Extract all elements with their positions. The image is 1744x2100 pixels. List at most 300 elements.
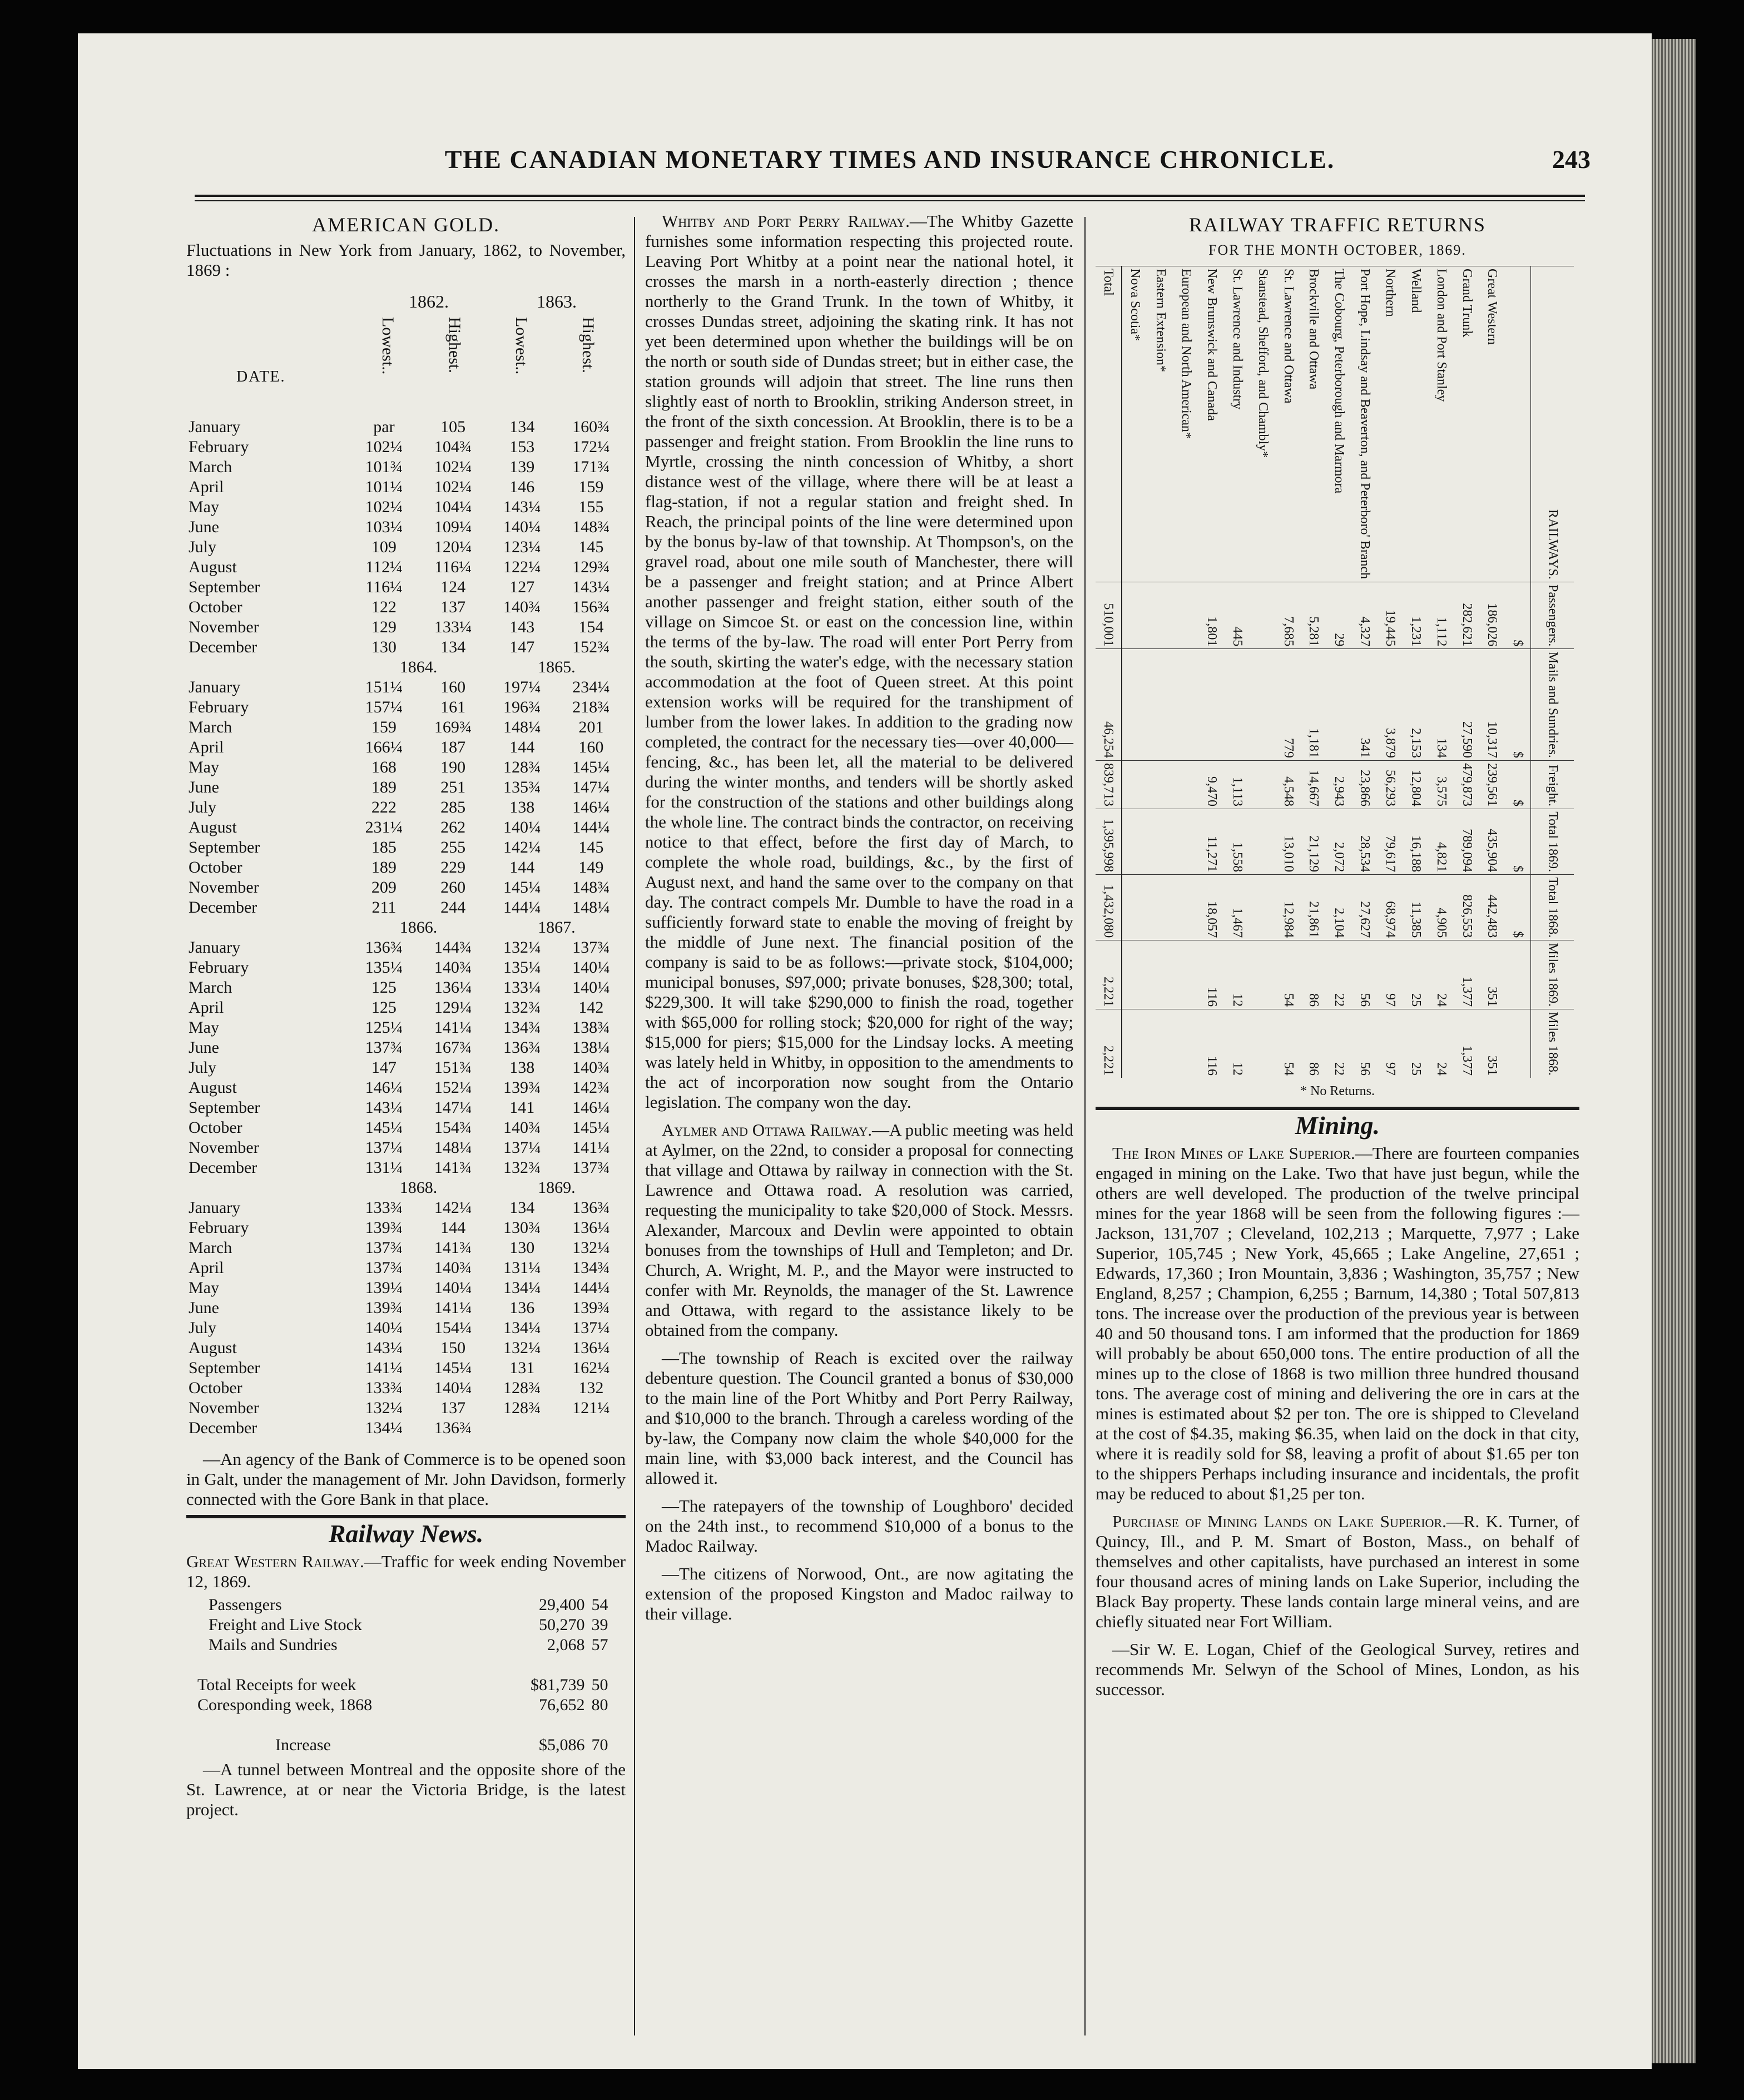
gold-row xyxy=(186,1418,626,1438)
traffic-row xyxy=(186,1615,626,1635)
gold-value: 116¼ xyxy=(365,578,403,596)
mining-heading: Mining. xyxy=(1295,1111,1380,1140)
traffic-value: 11,385 xyxy=(1403,875,1429,940)
gold-month: April xyxy=(189,1259,224,1277)
purchase-article: —R. K. Turner, of Quincy, Ill., and P. M. Smart of Boston, Mass., on behalf of themselves and other capitalists, have purchased an interest in some four thousand acres of mining lands on Lake Superior, including the Black Bay property. These lands contain large mineral veins, and are chiefly situated near Fort William. xyxy=(1096,1512,1579,1631)
gold-value: 135¼ xyxy=(365,958,403,977)
traffic-value: 282,621 xyxy=(1454,582,1480,648)
gold-year-right: 1867. xyxy=(538,918,576,937)
traffic-value: 186,026 xyxy=(1480,582,1505,648)
total-label: Total xyxy=(1096,266,1122,582)
traffic-row xyxy=(1429,266,1454,1078)
gold-value: 104¾ xyxy=(434,438,472,456)
traffic-value xyxy=(1148,809,1173,875)
gold-value: 140¾ xyxy=(572,1058,610,1077)
row-label: Mails and Sundries xyxy=(209,1636,338,1654)
gold-value: 159 xyxy=(371,718,397,736)
traffic-value: 7,685 xyxy=(1276,582,1301,648)
gold-value: 134 xyxy=(509,1198,535,1217)
gold-value: 148¼ xyxy=(503,718,541,736)
gold-month: January xyxy=(189,418,241,436)
increase-cents: 70 xyxy=(591,1736,608,1754)
traffic-header-cell: Passengers. xyxy=(1531,582,1574,648)
gold-value: 143¼ xyxy=(365,1339,403,1357)
gold-value: 138¼ xyxy=(572,1038,610,1057)
gold-value: 134¼ xyxy=(503,1319,541,1337)
traffic-value: 442,483 xyxy=(1480,875,1505,940)
gold-value: 139¾ xyxy=(503,1078,541,1097)
gold-value: 137¾ xyxy=(365,1239,403,1257)
increase-row xyxy=(186,1735,626,1755)
traffic-value: 134 xyxy=(1429,649,1454,761)
traffic-table xyxy=(1096,266,1574,1078)
highest-label-2: Highest. xyxy=(579,317,597,373)
section-rule xyxy=(186,1515,626,1518)
gold-row xyxy=(186,777,626,798)
gold-month: June xyxy=(189,518,219,536)
traffic-value: 5,281 xyxy=(1301,582,1327,648)
year-label-left: 1862. xyxy=(409,291,449,311)
gold-value: 285 xyxy=(440,798,466,816)
gold-value: 133¾ xyxy=(365,1379,403,1397)
traffic-value: 4,327 xyxy=(1352,582,1378,648)
gold-value: 136¼ xyxy=(572,1219,610,1237)
traffic-value: 25 xyxy=(1403,940,1429,1009)
gold-value: 136¼ xyxy=(434,978,472,997)
gold-value: 190 xyxy=(440,758,466,776)
gold-table-header xyxy=(186,284,626,417)
gold-value: 251 xyxy=(440,778,466,796)
increase-label: Increase xyxy=(275,1736,331,1754)
gold-value: 211 xyxy=(371,898,397,917)
gold-value: 112¼ xyxy=(365,558,403,576)
gold-value: 121¼ xyxy=(572,1399,610,1417)
gold-value: 141¾ xyxy=(434,1158,472,1177)
traffic-value: 68,974 xyxy=(1378,875,1403,940)
gold-value: 101¾ xyxy=(365,458,403,476)
gold-value: 156¾ xyxy=(572,598,610,616)
traffic-value: 1,558 xyxy=(1225,809,1250,875)
gold-value: 136 xyxy=(509,1299,535,1317)
traffic-value xyxy=(1173,649,1199,761)
book-page-edge xyxy=(1646,39,1696,2063)
traffic-value: 9,470 xyxy=(1199,760,1225,809)
row-amount: 50,270 xyxy=(539,1616,585,1634)
gold-month: April xyxy=(189,738,224,756)
gold-value: 148¼ xyxy=(572,898,610,917)
traffic-value: 2,072 xyxy=(1326,809,1352,875)
logan-article: —Sir W. E. Logan, Chief of the Geological Survey, retires and recommends Mr. Selwyn of the School of Mines, London, as his successor. xyxy=(1096,1640,1579,1699)
traffic-value: 24 xyxy=(1429,940,1454,1009)
gold-value: 143¼ xyxy=(572,578,610,596)
gold-value: 172¼ xyxy=(572,438,610,456)
gold-value: 145 xyxy=(578,538,604,556)
traffic-value xyxy=(1122,809,1148,875)
railway-news-heading: Railway News. xyxy=(328,1519,484,1548)
gold-month: September xyxy=(189,1098,260,1117)
traffic-value: 22 xyxy=(1326,940,1352,1009)
iron-mines-article: —There are fourteen companies engaged in mining on the Lake. Two that have just begun, while the others are well developed. The production of the twelve principal mines for the year 1868 will be seen from the following figures :—Jackson, 131,707 ; Cleveland, 102,213 ; Marquette, 7,977 ; Lake Superior, 105,745 ; New York, 45,665 ; Lake Angeline, 27,651 ; Edwards, 17,360 ; Iron Mountain, 3,836 ; Washington, 35,757 ; New England, 8,257 ; Champion, 6,255 ; Barnum, 14,380 ; Total 507,813 tons. The increase over the production of the previous year is between 40 and 50 thousand tons. I am informed that the production for 1869 will probably be about 650,000 tons. The entire production of all the mines up to the close of 1868 is two million three hundred thousand tons. The average cost of mining and delivering the ore in cars at the mines is estimated about $2 per ton. The ore is shipped to Cleveland at the cost of $4.35, making $6.35, when laid on the dock in that city, where it is readily sold for $8, leaving a profit of about $1.65 per ton to the shippers Perhaps including insurance and incidentals, the profit may be reduced to about $1,25 per ton. xyxy=(1096,1143,1580,1503)
gold-value: 145¼ xyxy=(434,1359,472,1377)
traffic-row xyxy=(1122,266,1148,1078)
corresponding-row xyxy=(186,1695,626,1715)
traffic-unit-cell xyxy=(1505,266,1531,582)
gold-row xyxy=(186,437,626,457)
gold-value: 140¼ xyxy=(572,978,610,997)
total-amount: $81,739 xyxy=(531,1676,585,1694)
traffic-value: 1,377 xyxy=(1454,1009,1480,1078)
gold-month: April xyxy=(189,478,224,496)
gold-value: 132¾ xyxy=(503,998,541,1017)
traffic-value xyxy=(1173,760,1199,809)
gold-month: July xyxy=(189,1058,217,1077)
gold-row xyxy=(186,938,626,958)
gold-month: July xyxy=(189,538,217,556)
gold-value: 143¼ xyxy=(365,1098,403,1117)
traffic-value: 351 xyxy=(1480,940,1505,1009)
tunnel-note: —A tunnel between Montreal and the opposite shore of the St. Lawrence, at or near the Victoria Bridge, is the latest project. xyxy=(186,1760,626,1819)
gold-value: 127 xyxy=(509,578,535,596)
traffic-value: 24 xyxy=(1429,1009,1454,1078)
gold-row xyxy=(186,477,626,497)
gold-row xyxy=(186,1138,626,1158)
row-amount: 2,068 xyxy=(547,1636,585,1654)
gold-row xyxy=(186,1098,626,1118)
traffic-value: 779 xyxy=(1276,649,1301,761)
gold-value: 125 xyxy=(371,998,397,1017)
row-amount: 29,400 xyxy=(539,1596,585,1614)
traffic-header-cell: Mails and Sundries. xyxy=(1531,649,1574,761)
gold-value: 231¼ xyxy=(365,818,403,836)
gold-month: November xyxy=(189,878,259,897)
norwood-article: —The citizens of Norwood, Ont., are now agitating the extension of the proposed Kingston and Madoc railway to their village. xyxy=(645,1564,1073,1623)
gold-value: 151¼ xyxy=(365,678,403,696)
traffic-value: 116 xyxy=(1199,1009,1225,1078)
gold-value: 131¼ xyxy=(503,1259,541,1277)
gold-value: 140¾ xyxy=(434,1259,472,1277)
gold-value: 201 xyxy=(578,718,604,736)
traffic-total-row xyxy=(1096,266,1122,1078)
no-returns-note: * No Returns. xyxy=(1300,1084,1375,1098)
gold-month: May xyxy=(189,498,219,516)
gold-value: 137¾ xyxy=(572,938,610,957)
traffic-unit-cell: $ xyxy=(1505,582,1531,648)
total-value: 2,221 xyxy=(1096,940,1122,1009)
row-cents: 39 xyxy=(591,1616,608,1634)
gold-row xyxy=(186,1078,626,1098)
gold-value: 142 xyxy=(578,998,604,1017)
traffic-value xyxy=(1148,940,1173,1009)
gold-year-row xyxy=(186,918,626,938)
gold-value: 102¼ xyxy=(434,458,472,476)
gold-value: 132¾ xyxy=(503,1158,541,1177)
railway-name: Great Western xyxy=(1480,266,1505,582)
traffic-value: 1,181 xyxy=(1301,649,1327,761)
gold-month: February xyxy=(189,438,249,456)
gold-value: 116¼ xyxy=(434,558,472,576)
gold-value: 154 xyxy=(578,618,604,636)
gold-value: 154¾ xyxy=(434,1118,472,1137)
railway-name: Stanstead, Shefford, and Chambly* xyxy=(1250,266,1276,582)
column-divider-2 xyxy=(1084,217,1086,2035)
gold-value: 147 xyxy=(371,1058,397,1077)
traffic-value: 341 xyxy=(1352,649,1378,761)
gold-value: 152¾ xyxy=(572,638,610,656)
traffic-unit-cell: $ xyxy=(1505,649,1531,761)
traffic-value xyxy=(1122,1009,1148,1078)
gold-value: 133¼ xyxy=(434,618,472,636)
gold-value: 145¼ xyxy=(572,1118,610,1137)
gold-month: September xyxy=(189,578,260,596)
corresponding-cents: 80 xyxy=(591,1696,608,1714)
gold-value: 168 xyxy=(371,758,397,776)
gold-value: 146¼ xyxy=(365,1078,403,1097)
gold-value: par xyxy=(373,418,395,436)
spacer-cell xyxy=(186,657,349,677)
gold-value: 141¼ xyxy=(434,1018,472,1037)
gold-value: 101¼ xyxy=(365,478,403,496)
traffic-value: 239,561 xyxy=(1480,760,1505,809)
gold-month: November xyxy=(189,1138,259,1157)
traffic-row xyxy=(1301,266,1327,1078)
gold-value: 197¼ xyxy=(503,678,541,696)
gold-value: 142¾ xyxy=(572,1078,610,1097)
traffic-subtitle: FOR THE MONTH OCTOBER, 1869. xyxy=(1208,242,1466,258)
traffic-value: 86 xyxy=(1301,940,1327,1009)
gold-value: 144¼ xyxy=(572,818,610,836)
gold-row xyxy=(186,417,626,437)
gold-value: 132¼ xyxy=(365,1399,403,1417)
gold-value: 140¾ xyxy=(503,1118,541,1137)
gold-month: October xyxy=(189,1379,242,1397)
traffic-value xyxy=(1173,809,1199,875)
gold-row xyxy=(186,677,626,697)
newspaper-page xyxy=(78,33,1652,2069)
gold-value: 189 xyxy=(371,858,397,876)
gold-value: 146 xyxy=(509,478,535,496)
gold-row xyxy=(186,1058,626,1078)
gold-month: May xyxy=(189,1279,219,1297)
gold-value: 185 xyxy=(371,838,397,856)
gold-value: 122 xyxy=(371,598,397,616)
gold-row xyxy=(186,737,626,757)
railway-name: Northern xyxy=(1378,266,1403,582)
traffic-value: 12 xyxy=(1225,1009,1250,1078)
gold-value: 122¼ xyxy=(503,558,541,576)
gold-value: 141¾ xyxy=(434,1239,472,1257)
gold-row xyxy=(186,998,626,1018)
gold-value: 157¼ xyxy=(365,698,403,716)
gold-value: 131 xyxy=(509,1359,535,1377)
gold-value: 137¾ xyxy=(365,1259,403,1277)
traffic-value: 1,231 xyxy=(1403,582,1429,648)
traffic-value: 3,879 xyxy=(1378,649,1403,761)
traffic-title: RAILWAY TRAFFIC RETURNS xyxy=(1188,214,1487,236)
row-label: Passengers xyxy=(209,1596,282,1614)
traffic-value xyxy=(1173,1009,1199,1078)
traffic-value: 11,271 xyxy=(1199,809,1225,875)
gold-value: 141¼ xyxy=(434,1299,472,1317)
gold-value: 134¾ xyxy=(572,1259,610,1277)
gold-month: July xyxy=(189,798,217,816)
gold-value: 102¼ xyxy=(365,498,403,516)
railway-name: London and Port Stanley xyxy=(1429,266,1454,582)
gold-month: March xyxy=(189,718,232,736)
traffic-value: 2,153 xyxy=(1403,649,1429,761)
gold-value: 171¾ xyxy=(572,458,610,476)
traffic-value: 56,293 xyxy=(1378,760,1403,809)
gold-month: August xyxy=(189,1078,237,1097)
traffic-value xyxy=(1199,649,1225,761)
gold-value: 139¾ xyxy=(365,1299,403,1317)
gold-row xyxy=(186,818,626,838)
gold-value: 145 xyxy=(578,838,604,856)
traffic-value xyxy=(1250,649,1276,761)
gold-value: 144 xyxy=(440,1219,466,1237)
gold-row xyxy=(186,1158,626,1178)
gold-month: September xyxy=(189,838,260,856)
gold-month: May xyxy=(189,1018,219,1037)
gold-row xyxy=(186,978,626,998)
gold-row xyxy=(186,958,626,978)
gold-value: 134 xyxy=(440,638,466,656)
gold-year-left: 1864. xyxy=(399,658,438,676)
gold-value: 159 xyxy=(578,478,604,496)
gold-row xyxy=(186,1278,626,1298)
gold-row xyxy=(186,617,626,637)
gold-row xyxy=(186,1218,626,1238)
gold-month: December xyxy=(189,1158,257,1177)
whitby-article: —The Whitby Gazette furnishes some information respecting this projected route. Leaving Port Whitby at a point near the national hotel, it crosses the marsh in a north-easterly direction ; thence northerly to the Grand Trunk. In the town of Whitby, it crosses Dundas street, adjoining the skating rink. It has not yet been determined upon whether the buildings will be on the north or south side of Dundas street; but in either case, the station grounds will adjoin that street. The line runs then slightly east of north to Brooklin, striking Anderson street, in the front of the sixth concession. At Brooklin, there is to be a passenger and freight station. From Brooklin the line runs to Myrtle, crossing the ninth concession of Whitby, a short distance west of the village, where there will be at least a flag-station, if not a regular station and freight shed. In Reach, the principal points of the line were determined upon by the bonus by-law of that township. At Thompson's, on the gravel road, about one mile south of Manchester, there will be a passenger and freight station; and at Prince Albert another passenger and freight station, either south of the village on Simcoe St. or east on the concession line, within the terms of the by-law. The road will enter Port Perry from the south, skirting the water's edge, with the necessary station accommodation at the foot of Queen street. At this point extension works will be required for the transhipment of lumber from the lower lakes. In addition to the grading now completed, the contract for the necessary ties—over 40,000—fencing, &c., has been let, all the material to be delivered during the winter months, and tenders will be shortly asked for the construction of the stations and other buildings along the whole line. The contract binds the contractor, on receiving notice to that effect, before the first day of March, to complete the whole road, buildings, &c., by the first of August next, and hand the same over to the company on that day. The contract compels Mr. Dumble to have the road in a sufficiently forward state to enable the moving of freight by the middle of June next. The financial position of the company is said to be as follows:—private stock, $104,000; municipal bonuses, $97,000; private bonuses, $28,300; total, $229,300. It will take $290,000 to finish the road, together with $65,000 for rolling stock; $20,000 for right of the way; $15,000 for piers; $15,000 for the Lindsay locks. A meeting was lately held in Whitby, in opposition to the amendments to the act of incorporation now sought from the Ontario legislation. The company won the day. xyxy=(645,211,1073,1112)
total-cents: 50 xyxy=(591,1676,608,1694)
railway-name: Welland xyxy=(1403,266,1429,582)
railway-name: Port Hope, Lindsay and Beaverton, and Peterboro' Branch xyxy=(1352,266,1378,582)
gold-value: 134¾ xyxy=(503,1018,541,1037)
gold-value: 222 xyxy=(371,798,397,816)
railway-name: The Cobourg, Peterborough and Marmora xyxy=(1326,266,1352,582)
gold-month: November xyxy=(189,618,259,636)
lowest-label-2: Lowest.. xyxy=(512,317,531,375)
traffic-value: 12 xyxy=(1225,940,1250,1009)
railway-name: St. Lawrence and Ottawa xyxy=(1276,266,1301,582)
traffic-row xyxy=(186,1635,626,1655)
traffic-value xyxy=(1173,875,1199,940)
gold-row xyxy=(186,1358,626,1378)
railway-name: Nova Scotia* xyxy=(1122,266,1148,582)
gold-value: 255 xyxy=(440,838,466,856)
great-western-title: Great Western Railway. xyxy=(186,1552,364,1571)
gold-value: 146¼ xyxy=(572,1098,610,1117)
traffic-value xyxy=(1148,1009,1173,1078)
column-1 xyxy=(186,211,626,1823)
gold-value: 144¾ xyxy=(434,938,472,957)
gold-row xyxy=(186,537,626,557)
traffic-value: 79,617 xyxy=(1378,809,1403,875)
gold-row xyxy=(186,838,626,858)
gold-value: 135¼ xyxy=(503,958,541,977)
railway-name: Brockville and Ottawa xyxy=(1301,266,1327,582)
traffic-value xyxy=(1148,875,1173,940)
gold-month: December xyxy=(189,898,257,917)
masthead-title: THE CANADIAN MONETARY TIMES AND INSURANCE CHRONICLE. xyxy=(444,145,1335,174)
traffic-value: 13,010 xyxy=(1276,809,1301,875)
total-value: 2,221 xyxy=(1096,1009,1122,1078)
gold-month: January xyxy=(189,1198,241,1217)
gold-value: 147¼ xyxy=(434,1098,472,1117)
gold-value: 130 xyxy=(509,1239,535,1257)
gold-value: 138 xyxy=(509,798,535,816)
gold-value: 143 xyxy=(509,618,535,636)
gold-value: 151¾ xyxy=(434,1058,472,1077)
gold-value: 139¼ xyxy=(365,1279,403,1297)
traffic-row xyxy=(186,1595,626,1615)
gold-value: 138¾ xyxy=(572,1018,610,1037)
gold-row xyxy=(186,457,626,477)
gold-value: 144¼ xyxy=(572,1279,610,1297)
gold-value: 209 xyxy=(371,878,397,897)
aylmer-article: —A public meeting was held at Aylmer, on the 22nd, to consider a proposal for connecting that village and Ottawa by railway in connection with the St. Lawrence and Ottawa road. A resolution was carried, requesting the municipality to take $20,000 of Stock. Messrs. Alexander, Marcoux and Devlin were appointed to obtain bonuses from the townships of Hull and Templeton; and Dr. Church, A. Wright, M. P., and the Mayor were instructed to confer with Mr. Reynolds, the manager of the St. Lawrence and Ottawa, with regard to the assistance likely to be obtained from the company. xyxy=(645,1120,1073,1340)
column-3 xyxy=(1096,211,1579,1703)
traffic-units-row xyxy=(1505,266,1531,1078)
traffic-row xyxy=(1199,266,1225,1078)
gold-row xyxy=(186,1338,626,1358)
traffic-row xyxy=(1250,266,1276,1078)
traffic-value xyxy=(1250,875,1276,940)
gold-value: 135¾ xyxy=(503,778,541,796)
railway-name: New Brunswick and Canada xyxy=(1199,266,1225,582)
traffic-unit-cell xyxy=(1505,1009,1531,1078)
traffic-value xyxy=(1148,582,1173,648)
gold-value: 196¾ xyxy=(503,698,541,716)
gold-year-left: 1866. xyxy=(399,918,438,937)
traffic-value xyxy=(1250,582,1276,648)
gold-month: May xyxy=(189,758,219,776)
gold-row xyxy=(186,557,626,577)
iron-mines-title: The Iron Mines of Lake Superior. xyxy=(1112,1143,1355,1163)
gold-value: 145¼ xyxy=(503,878,541,897)
gold-value: 109 xyxy=(371,538,397,556)
gold-month: March xyxy=(189,978,232,997)
gold-value: 140¼ xyxy=(572,958,610,977)
traffic-value: 3,575 xyxy=(1429,760,1454,809)
gold-row xyxy=(186,497,626,517)
traffic-value: 479,873 xyxy=(1454,760,1480,809)
gold-value: 141 xyxy=(509,1098,535,1117)
total-row xyxy=(186,1675,626,1695)
traffic-row xyxy=(1148,266,1173,1078)
gold-value: 137 xyxy=(440,598,466,616)
gold-value: 134 xyxy=(509,418,535,436)
gold-value: 125¼ xyxy=(365,1018,403,1037)
gold-value xyxy=(488,1418,557,1438)
traffic-value: 97 xyxy=(1378,940,1403,1009)
gold-value: 128¾ xyxy=(503,1399,541,1417)
gold-value: 140¾ xyxy=(434,958,472,977)
gold-value: 149 xyxy=(578,858,604,876)
gold-value: 141¼ xyxy=(572,1138,610,1157)
gold-value: 161 xyxy=(440,698,466,716)
gold-value: 142¼ xyxy=(503,838,541,856)
gold-value: 128¾ xyxy=(503,758,541,776)
traffic-value: 2,104 xyxy=(1326,875,1352,940)
gold-month: February xyxy=(189,958,249,977)
gold-value: 129 xyxy=(371,618,397,636)
gold-value: 140¼ xyxy=(503,818,541,836)
gold-row xyxy=(186,1318,626,1338)
gold-value: 260 xyxy=(440,878,466,897)
loughboro-article: —The ratepayers of the township of Loughboro' decided on the 24th inst., to recommend $10,000 of a bonus to the Madoc Railway. xyxy=(645,1496,1073,1556)
gold-value: 148¼ xyxy=(434,1138,472,1157)
